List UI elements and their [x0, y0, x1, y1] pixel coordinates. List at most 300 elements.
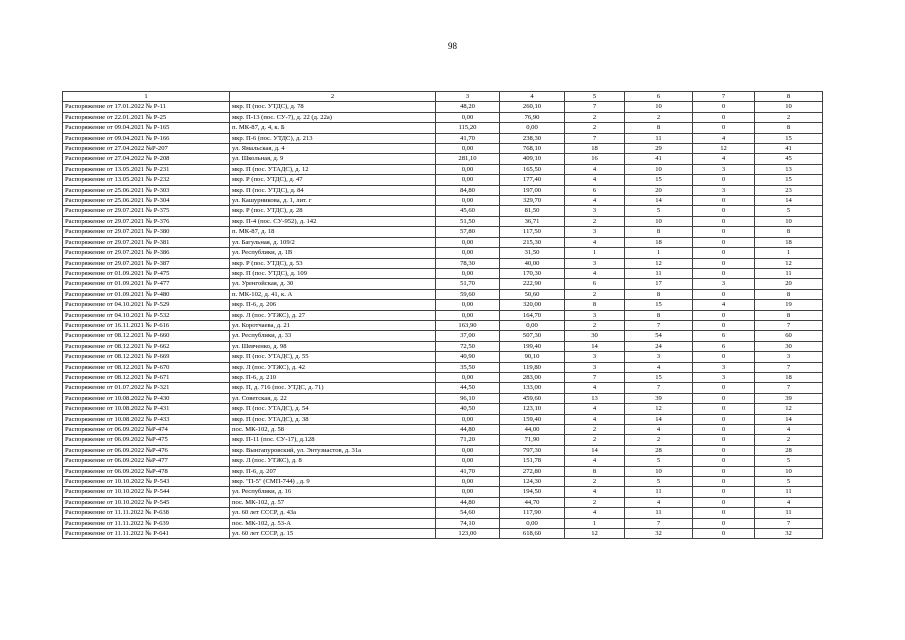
count-cell-b: 18: [625, 237, 693, 247]
area-cell-b: 117,50: [500, 227, 565, 237]
total-cell: 5: [755, 456, 823, 466]
count-cell-c: 6: [693, 331, 755, 341]
count-cell-b: 15: [625, 175, 693, 185]
address-cell: пос. МК-102, д. 58: [230, 425, 436, 435]
area-cell-a: 54,60: [436, 508, 500, 518]
count-cell-a: 14: [565, 445, 625, 455]
count-cell-c: 0: [693, 383, 755, 393]
count-cell-b: 5: [625, 206, 693, 216]
decree-cell: Распоряжение от 06.09.2022 №Р-474: [63, 425, 230, 435]
area-cell-a: 0,00: [436, 164, 500, 174]
count-cell-a: 8: [565, 300, 625, 310]
total-cell: 11: [755, 487, 823, 497]
total-cell: 8: [755, 310, 823, 320]
total-cell: 12: [755, 258, 823, 268]
count-cell-c: 0: [693, 310, 755, 320]
count-cell-a: 2: [565, 320, 625, 330]
table-row: [63, 112, 823, 122]
table-row: [63, 185, 823, 195]
table-row: [63, 279, 823, 289]
address-cell: мкр. Л (пос. УТЖС), д. 27: [230, 310, 436, 320]
count-cell-a: 4: [565, 196, 625, 206]
address-cell: мкр. П (пос. УТАДС), д. 54: [230, 404, 436, 414]
area-cell-b: 164,70: [500, 310, 565, 320]
total-cell: 23: [755, 185, 823, 195]
count-cell-a: 4: [565, 414, 625, 424]
count-cell-b: 2: [625, 435, 693, 445]
total-cell: 32: [755, 529, 823, 539]
area-cell-a: 0,00: [436, 300, 500, 310]
count-cell-c: 6: [693, 341, 755, 351]
table-row: [63, 456, 823, 466]
address-cell: мкр. П (пос. УТДС), д. 78: [230, 102, 436, 112]
area-cell-b: 283,00: [500, 372, 565, 382]
address-cell: мкр. П (пос. УТАДС), д. 55: [230, 352, 436, 362]
resettlement-table: [62, 91, 823, 539]
table-row: [63, 352, 823, 362]
total-cell: 18: [755, 372, 823, 382]
count-cell-c: 0: [693, 508, 755, 518]
decree-cell: Распоряжение от 01.09.2021 № Р-480: [63, 289, 230, 299]
count-cell-c: 12: [693, 144, 755, 154]
decree-cell: Распоряжение от 22.01.2021 № Р-25: [63, 112, 230, 122]
total-cell: 5: [755, 206, 823, 216]
area-cell-b: 119,80: [500, 362, 565, 372]
area-cell-a: 74,10: [436, 518, 500, 528]
table-row: [63, 404, 823, 414]
area-cell-b: 90,10: [500, 352, 565, 362]
address-cell: мкр. П-13 (пос. СУ-7), д. 22 (д. 22а): [230, 112, 436, 122]
count-cell-a: 2: [565, 112, 625, 122]
area-cell-a: 40,50: [436, 404, 500, 414]
decree-cell: Распоряжение от 27.04.2022 № Р-208: [63, 154, 230, 164]
area-cell-b: 151,78: [500, 456, 565, 466]
count-cell-c: 4: [693, 300, 755, 310]
area-cell-a: 44,50: [436, 383, 500, 393]
count-cell-b: 11: [625, 133, 693, 143]
address-cell: мкр. П (пос. УТДС), д. 84: [230, 185, 436, 195]
count-cell-b: 3: [625, 352, 693, 362]
area-cell-b: 260,10: [500, 102, 565, 112]
table-row: [63, 414, 823, 424]
table-row: [63, 487, 823, 497]
count-cell-b: 32: [625, 529, 693, 539]
area-cell-a: 96,10: [436, 393, 500, 403]
decree-cell: Распоряжение от 06.09.2022 №Р-476: [63, 445, 230, 455]
total-cell: 41: [755, 144, 823, 154]
area-cell-b: 71,90: [500, 435, 565, 445]
table-row: [63, 258, 823, 268]
address-cell: ул. 60 лет СССР, д. 43а: [230, 508, 436, 518]
count-cell-a: 3: [565, 310, 625, 320]
count-cell-b: 12: [625, 258, 693, 268]
decree-cell: Распоряжение от 29.07.2021 № Р-386: [63, 248, 230, 258]
total-cell: 30: [755, 341, 823, 351]
count-cell-a: 4: [565, 456, 625, 466]
decree-cell: Распоряжение от 01.07.2022 № Р-321: [63, 383, 230, 393]
area-cell-a: 72,50: [436, 341, 500, 351]
area-cell-b: 31,50: [500, 248, 565, 258]
count-cell-a: 2: [565, 425, 625, 435]
address-cell: ул. Республики, д. 1В: [230, 248, 436, 258]
table-row: [63, 216, 823, 226]
address-cell: мкр. "П-5" (СМП-744) , д. 9: [230, 477, 436, 487]
count-cell-b: 7: [625, 518, 693, 528]
count-cell-b: 11: [625, 508, 693, 518]
count-cell-c: 0: [693, 487, 755, 497]
area-cell-a: 0,00: [436, 112, 500, 122]
count-cell-a: 2: [565, 216, 625, 226]
count-cell-c: 0: [693, 227, 755, 237]
count-cell-a: 3: [565, 362, 625, 372]
area-cell-b: 409,10: [500, 154, 565, 164]
count-cell-b: 1: [625, 248, 693, 258]
decree-cell: Распоряжение от 11.11.2022 № Р-641: [63, 529, 230, 539]
count-cell-b: 8: [625, 310, 693, 320]
decree-cell: Распоряжение от 11.11.2022 № Р-638: [63, 508, 230, 518]
count-cell-a: 2: [565, 497, 625, 507]
area-cell-b: 194,50: [500, 487, 565, 497]
area-cell-a: 0,00: [436, 237, 500, 247]
area-cell-a: 123,00: [436, 529, 500, 539]
area-cell-b: 133,00: [500, 383, 565, 393]
count-cell-a: 3: [565, 258, 625, 268]
count-cell-a: 3: [565, 227, 625, 237]
area-cell-b: 123,10: [500, 404, 565, 414]
table-row: [63, 289, 823, 299]
count-cell-b: 24: [625, 341, 693, 351]
decree-cell: Распоряжение от 04.10.2021 № Р-532: [63, 310, 230, 320]
area-cell-b: 238,30: [500, 133, 565, 143]
table-row: [63, 341, 823, 351]
table-row: [63, 445, 823, 455]
address-cell: ул. Школьная, д. 9: [230, 154, 436, 164]
count-cell-b: 8: [625, 289, 693, 299]
count-cell-a: 2: [565, 435, 625, 445]
table-row: [63, 206, 823, 216]
total-cell: 11: [755, 508, 823, 518]
table-row: [63, 362, 823, 372]
table-row: [63, 123, 823, 133]
count-cell-c: 0: [693, 466, 755, 476]
area-cell-a: 281,10: [436, 154, 500, 164]
decree-cell: Распоряжение от 13.05.2021 № Р-232: [63, 175, 230, 185]
decree-cell: Распоряжение от 29.07.2021 № Р-380: [63, 227, 230, 237]
total-cell: 13: [755, 164, 823, 174]
area-cell-b: 50,60: [500, 289, 565, 299]
total-cell: 14: [755, 414, 823, 424]
count-cell-c: 0: [693, 445, 755, 455]
address-cell: ул. Шевченко, д. 98: [230, 341, 436, 351]
decree-cell: Распоряжение от 11.11.2022 № Р-639: [63, 518, 230, 528]
count-cell-b: 4: [625, 497, 693, 507]
column-header: 1: [63, 92, 230, 102]
area-cell-b: 320,00: [500, 300, 565, 310]
count-cell-a: 7: [565, 372, 625, 382]
decree-cell: Распоряжение от 08.12.2021 № Р-671: [63, 372, 230, 382]
address-cell: пос. МК-102, д. 57: [230, 497, 436, 507]
count-cell-b: 10: [625, 164, 693, 174]
count-cell-b: 39: [625, 393, 693, 403]
area-cell-b: 272,80: [500, 466, 565, 476]
count-cell-b: 54: [625, 331, 693, 341]
count-cell-a: 3: [565, 206, 625, 216]
decree-cell: Распоряжение от 06.09.2022 №Р-477: [63, 456, 230, 466]
area-cell-a: 41,70: [436, 466, 500, 476]
table-row: [63, 102, 823, 112]
count-cell-b: 20: [625, 185, 693, 195]
table-row: [63, 383, 823, 393]
count-cell-a: 6: [565, 185, 625, 195]
area-cell-b: 44,00: [500, 425, 565, 435]
area-cell-a: 44,80: [436, 425, 500, 435]
address-cell: мкр. П-6, д. 210: [230, 372, 436, 382]
decree-cell: Распоряжение от 10.08.2022 № Р-430: [63, 393, 230, 403]
total-cell: 4: [755, 425, 823, 435]
table-row: [63, 320, 823, 330]
decree-cell: Распоряжение от 08.12.2021 № Р-662: [63, 341, 230, 351]
table-row: [63, 144, 823, 154]
count-cell-c: 0: [693, 352, 755, 362]
area-cell-a: 0,00: [436, 445, 500, 455]
table-row: [63, 466, 823, 476]
total-cell: 7: [755, 320, 823, 330]
total-cell: 8: [755, 227, 823, 237]
count-cell-b: 7: [625, 320, 693, 330]
area-cell-a: 115,20: [436, 123, 500, 133]
decree-cell: Распоряжение от 10.10.2022 № Р-543: [63, 477, 230, 487]
count-cell-c: 0: [693, 258, 755, 268]
count-cell-c: 0: [693, 414, 755, 424]
count-cell-c: 3: [693, 362, 755, 372]
address-cell: п. МК-102, д. 41, к. А: [230, 289, 436, 299]
column-header: 8: [755, 92, 823, 102]
count-cell-b: 10: [625, 216, 693, 226]
column-header: 6: [625, 92, 693, 102]
count-cell-c: 0: [693, 123, 755, 133]
area-cell-b: 117,90: [500, 508, 565, 518]
count-cell-a: 16: [565, 154, 625, 164]
count-cell-a: 12: [565, 529, 625, 539]
table-row: [63, 372, 823, 382]
count-cell-a: 7: [565, 133, 625, 143]
area-cell-a: 48,20: [436, 102, 500, 112]
total-cell: 8: [755, 289, 823, 299]
area-cell-a: 0,00: [436, 414, 500, 424]
page-number: 98: [448, 41, 457, 51]
total-cell: 1: [755, 248, 823, 258]
area-cell-a: 59,60: [436, 289, 500, 299]
count-cell-a: 4: [565, 383, 625, 393]
count-cell-c: 0: [693, 529, 755, 539]
count-cell-c: 3: [693, 164, 755, 174]
area-cell-a: 0,00: [436, 477, 500, 487]
table-row: [63, 237, 823, 247]
total-cell: 8: [755, 123, 823, 133]
total-cell: 15: [755, 175, 823, 185]
count-cell-c: 0: [693, 175, 755, 185]
address-cell: мкр. П (пос. УТДС), д. 109: [230, 268, 436, 278]
area-cell-b: 124,30: [500, 477, 565, 487]
address-cell: пос. МК-102, д. 53-А: [230, 518, 436, 528]
table-row: [63, 425, 823, 435]
address-cell: мкр. Р (пос. УТДС), д. 53: [230, 258, 436, 268]
column-header: 2: [230, 92, 436, 102]
area-cell-b: 81,50: [500, 206, 565, 216]
count-cell-b: 8: [625, 227, 693, 237]
total-cell: 15: [755, 133, 823, 143]
count-cell-c: 0: [693, 404, 755, 414]
area-cell-a: 0,00: [436, 175, 500, 185]
count-cell-b: 11: [625, 487, 693, 497]
decree-cell: Распоряжение от 29.07.2021 № Р-376: [63, 216, 230, 226]
decree-cell: Распоряжение от 06.09.2022 №Р-478: [63, 466, 230, 476]
count-cell-c: 0: [693, 112, 755, 122]
area-cell-b: 768,10: [500, 144, 565, 154]
decree-cell: Распоряжение от 10.10.2022 № Р-545: [63, 497, 230, 507]
address-cell: ул. Багульная, д. 109/2: [230, 237, 436, 247]
count-cell-a: 2: [565, 123, 625, 133]
count-cell-c: 0: [693, 477, 755, 487]
address-cell: ул. Республики, д. 16: [230, 487, 436, 497]
count-cell-b: 10: [625, 466, 693, 476]
column-header: 5: [565, 92, 625, 102]
address-cell: мкр. Р (пос. УТДС), д. 47: [230, 175, 436, 185]
table-row: [63, 508, 823, 518]
decree-cell: Распоряжение от 06.09.2022 №Р-475: [63, 435, 230, 445]
area-cell-b: 0,00: [500, 320, 565, 330]
address-cell: п. МК-87, д. 18: [230, 227, 436, 237]
area-cell-b: 44,70: [500, 497, 565, 507]
decree-cell: Распоряжение от 29.07.2021 № Р-375: [63, 206, 230, 216]
area-cell-a: 0,00: [436, 372, 500, 382]
address-cell: мкр. П-6 (пос. УТДС), д. 213: [230, 133, 436, 143]
count-cell-b: 28: [625, 445, 693, 455]
decree-cell: Распоряжение от 01.09.2021 № Р-477: [63, 279, 230, 289]
count-cell-c: 0: [693, 518, 755, 528]
count-cell-a: 1: [565, 518, 625, 528]
count-cell-c: 0: [693, 237, 755, 247]
area-cell-a: 78,30: [436, 258, 500, 268]
area-cell-b: 507,30: [500, 331, 565, 341]
table-row: [63, 164, 823, 174]
count-cell-b: 11: [625, 268, 693, 278]
decree-cell: Распоряжение от 17.01.2022 № Р-11: [63, 102, 230, 112]
count-cell-a: 4: [565, 487, 625, 497]
area-cell-b: 0,00: [500, 518, 565, 528]
area-cell-a: 0,00: [436, 248, 500, 258]
decree-cell: Распоряжение от 08.12.2021 № Р-660: [63, 331, 230, 341]
total-cell: 10: [755, 102, 823, 112]
table-row: [63, 435, 823, 445]
count-cell-a: 30: [565, 331, 625, 341]
address-cell: мкр. П-6, д. 207: [230, 466, 436, 476]
area-cell-b: 159,40: [500, 414, 565, 424]
address-cell: мкр. П (пос. УТАДС), д. 12: [230, 164, 436, 174]
count-cell-b: 14: [625, 196, 693, 206]
count-cell-a: 4: [565, 175, 625, 185]
decree-cell: Распоряжение от 25.06.2021 № Р-304: [63, 196, 230, 206]
count-cell-a: 14: [565, 341, 625, 351]
count-cell-a: 3: [565, 352, 625, 362]
count-cell-b: 10: [625, 102, 693, 112]
area-cell-a: 0,00: [436, 196, 500, 206]
count-cell-b: 4: [625, 362, 693, 372]
area-cell-b: 222,90: [500, 279, 565, 289]
decree-cell: Распоряжение от 29.07.2021 № Р-381: [63, 237, 230, 247]
area-cell-b: 329,70: [500, 196, 565, 206]
count-cell-c: 4: [693, 154, 755, 164]
area-cell-a: 40,90: [436, 352, 500, 362]
table-row: [63, 154, 823, 164]
table-row: [63, 310, 823, 320]
address-cell: мкр. П, д. 716 (пос. УТДС, д. 71): [230, 383, 436, 393]
area-cell-a: 51,70: [436, 279, 500, 289]
count-cell-c: 0: [693, 456, 755, 466]
count-cell-c: 0: [693, 102, 755, 112]
table-row: [63, 268, 823, 278]
address-cell: ул. Кашурникова, д. 1, лит. г: [230, 196, 436, 206]
address-cell: п. МК-87, д. 4, к. Б: [230, 123, 436, 133]
area-cell-a: 44,80: [436, 497, 500, 507]
count-cell-a: 7: [565, 102, 625, 112]
total-cell: 39: [755, 393, 823, 403]
address-cell: мкр. П-4 (пос. СУ-952), д. 142: [230, 216, 436, 226]
table-row: [63, 248, 823, 258]
count-cell-a: 6: [565, 279, 625, 289]
table-row: [63, 518, 823, 528]
count-cell-b: 15: [625, 372, 693, 382]
decree-cell: Распоряжение от 01.09.2021 № Р-475: [63, 268, 230, 278]
area-cell-b: 76,90: [500, 112, 565, 122]
column-header: 3: [436, 92, 500, 102]
decree-cell: Распоряжение от 08.12.2021 № Р-669: [63, 352, 230, 362]
count-cell-c: 0: [693, 393, 755, 403]
area-cell-b: 618,60: [500, 529, 565, 539]
column-header: 4: [500, 92, 565, 102]
count-cell-a: 4: [565, 404, 625, 414]
count-cell-a: 1: [565, 248, 625, 258]
table-header-row: [63, 92, 823, 102]
decree-cell: Распоряжение от 25.06.2021 № Р-303: [63, 185, 230, 195]
total-cell: 28: [755, 445, 823, 455]
count-cell-b: 17: [625, 279, 693, 289]
count-cell-c: 0: [693, 216, 755, 226]
count-cell-c: 0: [693, 206, 755, 216]
count-cell-a: 2: [565, 289, 625, 299]
total-cell: 5: [755, 477, 823, 487]
total-cell: 3: [755, 352, 823, 362]
count-cell-c: 0: [693, 268, 755, 278]
table-row: [63, 196, 823, 206]
count-cell-c: 4: [693, 133, 755, 143]
decree-cell: Распоряжение от 29.07.2021 № Р-387: [63, 258, 230, 268]
address-cell: ул. Ямальская, д. 4: [230, 144, 436, 154]
area-cell-a: 45,60: [436, 206, 500, 216]
count-cell-b: 41: [625, 154, 693, 164]
address-cell: мкр. Р (пос. УТДС), д. 28: [230, 206, 436, 216]
count-cell-c: 0: [693, 196, 755, 206]
count-cell-b: 7: [625, 383, 693, 393]
decree-cell: Распоряжение от 27.04.2022 №Р-207: [63, 144, 230, 154]
total-cell: 60: [755, 331, 823, 341]
area-cell-b: 40,00: [500, 258, 565, 268]
decree-cell: Распоряжение от 10.08.2022 № Р-431: [63, 404, 230, 414]
total-cell: 10: [755, 216, 823, 226]
count-cell-a: 4: [565, 237, 625, 247]
area-cell-a: 0,00: [436, 268, 500, 278]
total-cell: 20: [755, 279, 823, 289]
